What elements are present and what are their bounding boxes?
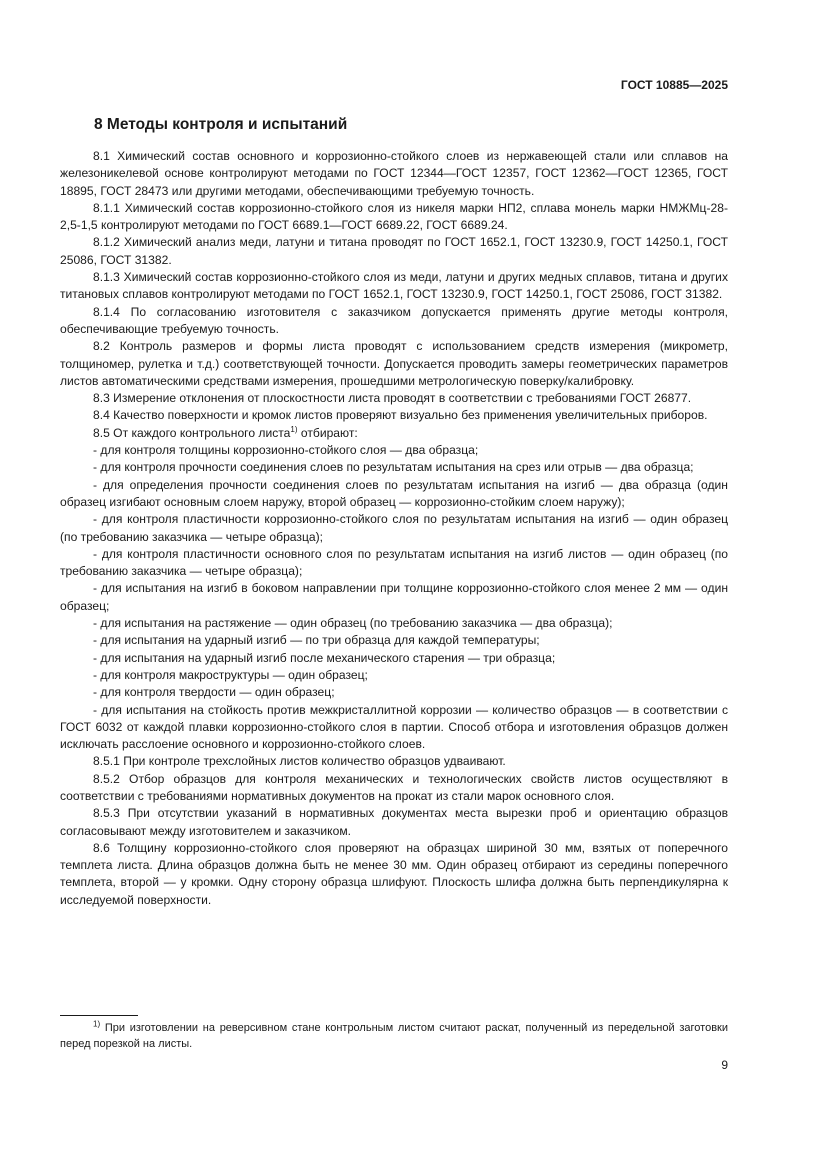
list-item: - для испытания на стойкость против межкристаллитной коррозии — количество образцов — в соответствии с ГОСТ 6032 от каждой плавки коррозионно-стойкого слоя в партии. Способ отбора и изготовления образцов должен исключать расслоение основного и коррозионно-стойкого слоев. xyxy=(60,702,728,752)
page-number: 9 xyxy=(721,1058,728,1072)
list-item: - для контроля пластичности основного слоя по результатам испытания на изгиб листов — один образец (по требованию заказчика — четыре образца); xyxy=(60,546,728,579)
paragraph-8-1-2: 8.1.2 Химический анализ меди, латуни и титана проводят по ГОСТ 1652.1, ГОСТ 13230.9, ГОСТ 14250.1, ГОСТ 25086, ГОСТ 31382. xyxy=(60,235,728,267)
paragraph-8-5-1: 8.5.1 При контроле трехслойных листов количество образцов удваивают. xyxy=(93,754,506,769)
document-id-header: ГОСТ 10885—2025 xyxy=(620,78,728,92)
paragraph-8-3: 8.3 Измерение отклонения от плоскостности листа проводят в соответствии с требованиями ГОСТ 26877. xyxy=(93,391,692,406)
paragraph-8-1: 8.1 Химический состав основного и коррозионно-стойкого слоев из нержавеющей стали или сплавов на железоникелевой основе контролируют методами по ГОСТ 12344—ГОСТ 12357, ГОСТ 12362—ГОСТ 12365, ГОСТ 18895, ГОСТ 28473 или другими методами, обеспечивающими требуемую точность. xyxy=(60,149,728,198)
paragraph-8-6: 8.6 Толщину коррозионно-стойкого слоя проверяют на образцах шириной 30 мм, взятых от поперечного темплета листа. Длина образцов должна быть не менее 30 мм. Один образец отбирают из середины поперечного темплета, второй — у кромки. Одну сторону образца шлифуют. Плоскость шлифа должна быть перпендикулярна к исследуемой поверхности. xyxy=(60,840,728,907)
list-item: - для испытания на растяжение — один образец (по требованию заказчика — два образца); xyxy=(93,616,613,631)
paragraph-8-5-tail: отбирают: xyxy=(297,425,358,440)
paragraph-8-1-4: 8.1.4 По согласованию изготовителя с заказчиком допускается применять другие методы контроля, обеспечивающие требуемую точность. xyxy=(60,304,728,336)
paragraph-8-1-3: 8.1.3 Химический состав коррозионно-стойкого слоя из меди, латуни и других медных сплавов, титана и других титановых сплавов контролируют методами по ГОСТ 1652.1, ГОСТ 13230.9, ГОСТ 14250.1, ГОСТ 25086, ГОСТ 31382. xyxy=(60,270,728,302)
list-item: - для определения прочности соединения слоев по результатам испытания на изгиб — два образца (один образец изгибают основным слоем наружу, второй образец — коррозионно-стойким слоем наружу); xyxy=(60,477,728,509)
paragraph-8-5-3: 8.5.3 При отсутствии указаний в нормативных документах места вырезки проб и ориентацию образцов согласовывают между изготовителем и заказчиком. xyxy=(60,806,728,838)
footnote xyxy=(60,1020,728,1052)
section-body xyxy=(60,148,728,909)
list-item: - для испытания на изгиб в боковом направлении при толщине коррозионно-стойкого слоя менее 2 мм — один образец; xyxy=(60,581,728,613)
section-title: 8 Методы контроля и испытаний xyxy=(94,116,348,133)
footnote-text: При изготовлении на реверсивном стане контрольным листом считают раскат, полученный из передельной заготовки перед порезкой на листы. xyxy=(60,1022,728,1050)
footnote-divider xyxy=(60,1015,138,1016)
footnote-reference[interactable]: 1) xyxy=(290,424,298,434)
list-item: - для испытания на ударный изгиб — по три образца для каждой температуры; xyxy=(93,633,540,648)
list-item: - для испытания на ударный изгиб после механического старения — три образца; xyxy=(93,650,556,665)
list-item: - для контроля толщины коррозионно-стойкого слоя — два образца; xyxy=(93,443,479,458)
footnote-marker: 1) xyxy=(93,1019,101,1029)
paragraph-8-5-text: 8.5 От каждого контрольного листа xyxy=(93,425,291,440)
list-item: - для контроля прочности соединения слоев по результатам испытания на срез или отрыв — два образца; xyxy=(93,460,694,475)
list-item: - для контроля пластичности коррозионно-стойкого слоя по результатам испытания на изгиб — один образец (по требованию заказчика — четыре образца); xyxy=(60,512,728,544)
list-item: - для контроля твердости — один образец; xyxy=(93,685,335,700)
paragraph-8-4: 8.4 Качество поверхности и кромок листов проверяют визуально без применения увеличительных приборов. xyxy=(93,408,708,423)
list-item: - для контроля макроструктуры — один образец; xyxy=(93,667,368,682)
paragraph-8-2: 8.2 Контроль размеров и формы листа проводят с использованием средств измерения (микрометр, толщиномер, рулетка и т.д.) соответствующей точности. Допускается проводить замеры геометрических параметров листов автоматическими средствами измерения, прошедшими метрологическую поверку/калибровку. xyxy=(60,339,728,388)
paragraph-8-5 xyxy=(60,425,728,442)
paragraph-8-1-1: 8.1.1 Химический состав коррозионно-стойкого слоя из никеля марки НП2, сплава монель марки НМЖМц-28-2,5-1,5 контролируют методами по ГОСТ 6689.1—ГОСТ 6689.22, ГОСТ 6689.24. xyxy=(60,200,728,233)
paragraph-8-5-2: 8.5.2 Отбор образцов для контроля механических и технологических свойств листов осуществляют в соответствии с требованиями нормативных документов на прокат из стали марок основного слоя. xyxy=(60,771,728,803)
